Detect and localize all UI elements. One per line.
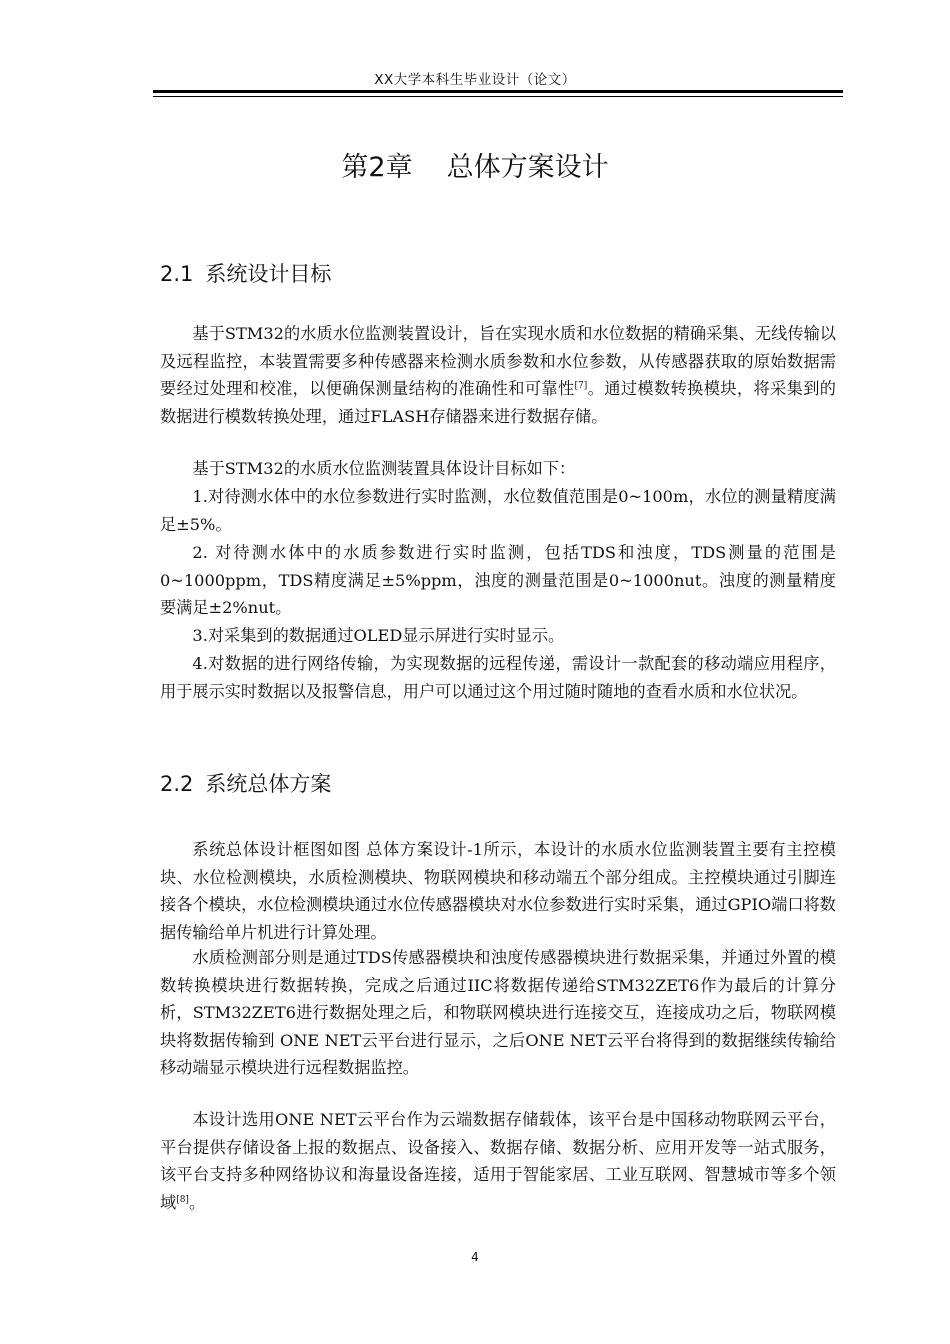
header-rule-thick (153, 90, 843, 93)
section-heading-2-2 (160, 768, 331, 798)
section-title: 系统总体方案 (205, 772, 332, 796)
paragraph: 1.对待测水体中的水位参数进行实时监测，水位数值范围是0~100m，水位的测量精度满足±5%。 (160, 487, 836, 534)
section-number: 2.2 (160, 772, 194, 796)
paragraph: 3.对采集到的数据通过OLED显示屏进行实时显示。 (192, 626, 565, 645)
paragraph: 基于STM32的水质水位监测装置具体设计目标如下： (192, 459, 576, 478)
page-number: 4 (471, 1250, 479, 1264)
citation-ref: [8] (176, 1194, 189, 1205)
paragraph: 2. 对待测水体中的水质参数进行实时监测，包括TDS和浊度，TDS测量的范围是0~1000ppm，TDS精度满足±5%ppm，浊度的测量范围是0~1000nut。浊度的测量精度要满足±2%nut。 (160, 543, 836, 618)
section-number: 2.1 (160, 262, 194, 286)
chapter-title: 总体方案设计 (446, 152, 609, 183)
paragraph: 水质检测部分则是通过TDS传感器模块和浊度传感器模块进行数据采集，并通过外置的模数转换模块进行数据转换，完成之后通过IIC将数据传递给STM32ZET6作为最后的计算分析，STM32ZET6进行数据处理之后，和物联网模块进行连接交互，连接成功之后，物联网模块将数据传输到 ONE NET云平台进行显示，之后ONE NET云平台将得到的数据继续传输给移动端显示模块进行远程数据监控。 (160, 948, 836, 1078)
section-heading-2-1 (160, 258, 331, 288)
paragraph: 系统总体设计框图如图 总体方案设计-1所示，本设计的水质水位监测装置主要有主控模块、水位检测模块，水质检测模块、物联网模块和移动端五个部分组成。主控模块通过引脚连接各个模块，水位检测模块通过水位传感器模块对水位参数进行实时采集，通过GPIO端口将数据传输给单片机进行计算处理。 (160, 840, 836, 942)
citation-ref: [7] (574, 381, 588, 392)
chapter-heading (0, 145, 950, 184)
paragraph: 本设计选用ONE NET云平台作为云端数据存储载体，该平台是中国移动物联网云平台，平台提供存储设备上报的数据点、设备接入、数据存储、数据分析、应用开发等一站式服务，该平台支持多种网络协议和海量设备连接，适用于智能家居、工业互联网、智慧城市等多个领域[8]。 (160, 1110, 836, 1212)
paragraph: 基于STM32的水质水位监测装置设计，旨在实现水质和水位数据的精确采集、无线传输以及远程监控，本装置需要多种传感器来检测水质参数和水位参数，从传感器获取的原始数据需要经过处理和校准，以便确保测量结构的准确性和可靠性[7]。通过模数转换模块，将采集到的数据进行模数转换处理，通过FLASH存储器来进行数据存储。 (160, 324, 836, 426)
paragraph: 4.对数据的进行网络传输，为实现数据的远程传递，需设计一款配套的移动端应用程序，用于展示实时数据以及报警信息，用户可以通过这个用过随时随地的查看水质和水位状况。 (160, 654, 836, 701)
header-rule-thin (153, 96, 843, 97)
section-title: 系统设计目标 (205, 262, 332, 286)
chapter-number: 第2章 (341, 152, 413, 183)
running-header: XX大学本科生毕业设计（论文） (374, 72, 576, 88)
